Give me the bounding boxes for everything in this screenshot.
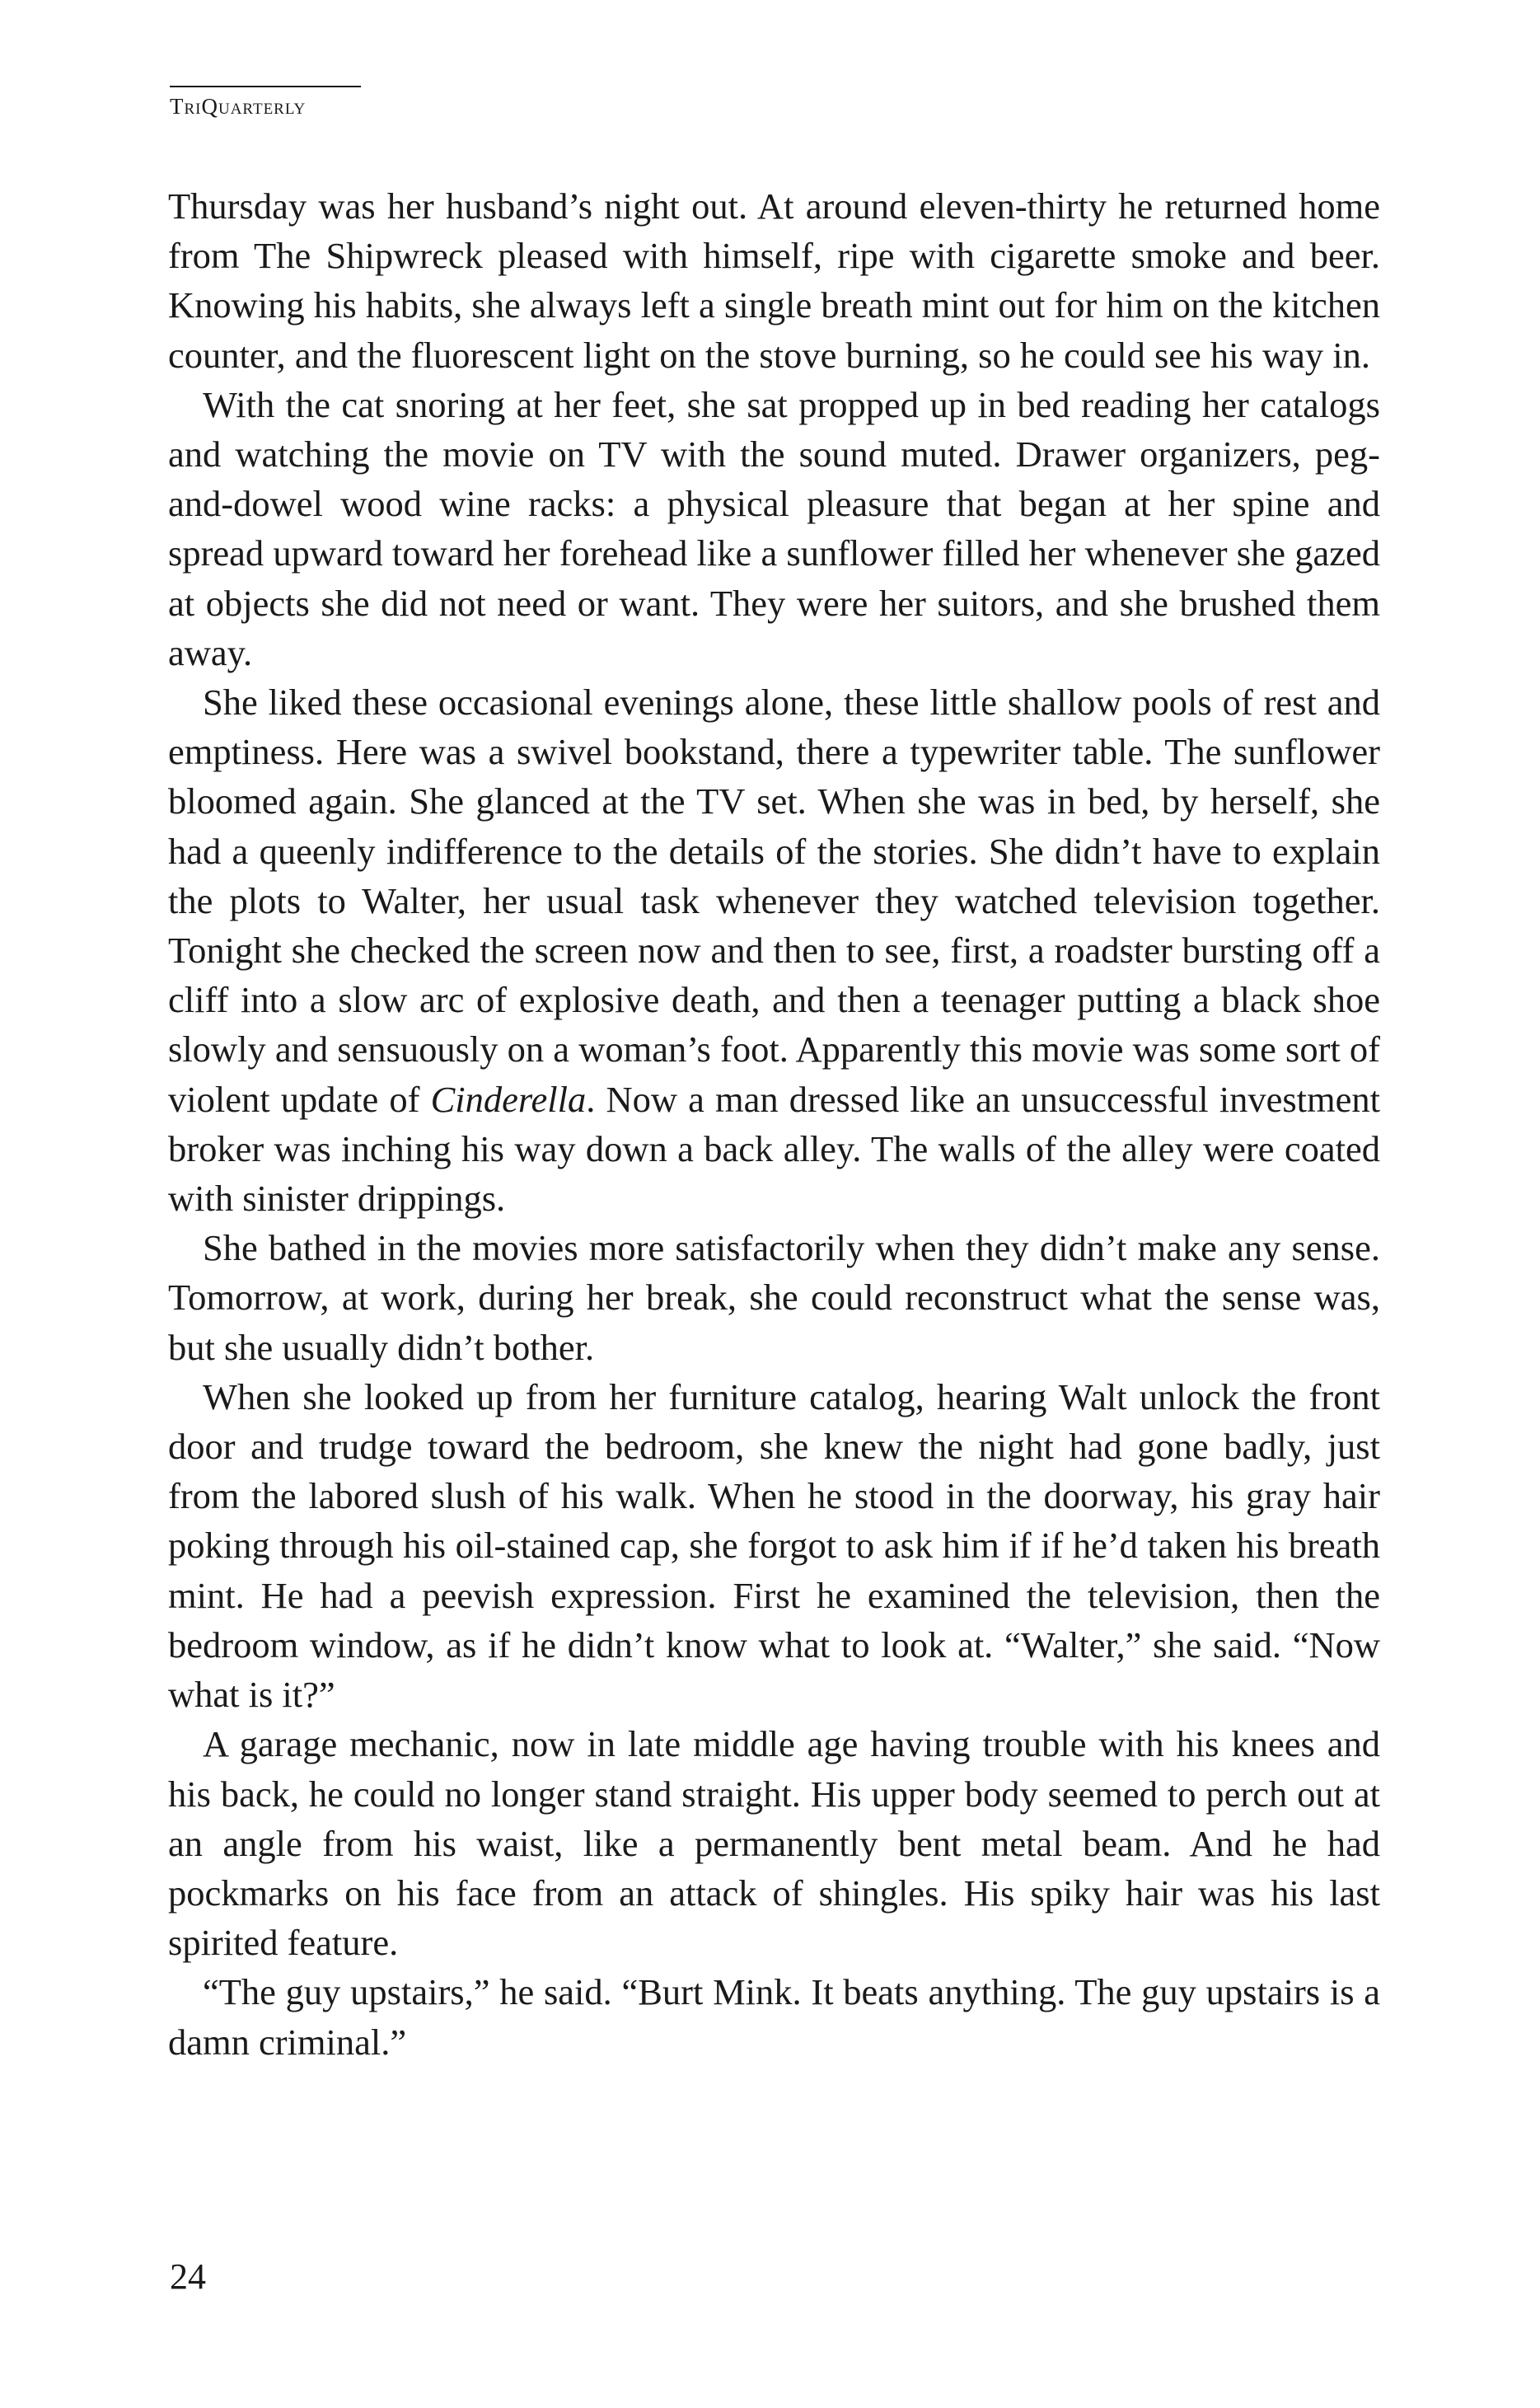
text-run: She bathed in the movies more satisfactorily when they didn’t make any sense. Tomorrow, at work, during her break, she could reconstruct what the sense was, but she usually didn’t bother. [168, 1227, 1380, 1368]
paragraph [168, 1223, 1380, 1372]
text-run: She liked these occasional evenings alone, these little shallow pools of rest and emptiness. Here was a swivel bookstand, there a typewriter table. The sunflower bloomed again. She glanced at the TV set. When she was in bed, by herself, she had a queenly indifference to the details of the stories. She didn’t have to explain the plots to Walter, her usual task whenever they watched television together. Tonight she checked the screen now and then to see, first, a roadster bursting off a cliff into a slow arc of explosive death, and then a teenager putting a black shoe slowly and sensuously on a woman’s foot. Apparently this movie was some sort of violent update of [168, 682, 1380, 1120]
page-number: 24 [170, 2256, 206, 2297]
text-run: A garage mechanic, now in late middle age having trouble with his knees and his back, he could no longer stand straight. His upper body seemed to perch out at an angle from his waist, like a permanently bent metal beam. And he had pockmarks on his face from an attack of shingles. His spiky hair was his last spirited feature. [168, 1723, 1380, 1964]
paragraph [168, 1372, 1380, 1719]
text-run: . Now a man dressed like an unsuccessful investment broker was inching his way down a back alley. The walls of the alley were coated with sinister drippings. [168, 1078, 1380, 1220]
paragraph [168, 677, 1380, 1223]
body-text [168, 181, 1380, 2067]
text-run: “The guy upstairs,” he said. “Burt Mink. It beats anything. The guy upstairs is a damn criminal.” [168, 1971, 1380, 2063]
running-head-rule [170, 86, 361, 87]
paragraph [168, 380, 1380, 677]
text-run: When she looked up from her furniture catalog, hearing Walt unlock the front door and trudge toward the bedroom, she knew the night had gone badly, just from the labored slush of his walk. When he stood in the doorway, his gray hair poking through his oil-stained cap, she forgot to ask him if if he’d taken his breath mint. He had a peevish expression. First he examined the television, then the bedroom window, as if he didn’t know what to look at. “Walter,” she said. “Now what is it?” [168, 1375, 1380, 1716]
running-head: TriQuarterly [170, 94, 307, 119]
paragraph [168, 1719, 1380, 1967]
paragraph [168, 1967, 1380, 2066]
italic-title: Cinderella [430, 1078, 587, 1120]
paragraph [168, 181, 1380, 380]
text-run: Thursday was her husband’s night out. At around eleven-thirty he returned home from The Shipwreck pleased with himself, ripe with cigarette smoke and beer. Knowing his habits, she always left a single breath mint out for him on the kitchen counter, and the fluorescent light on the stove burning, so he could see his way in. [168, 185, 1380, 376]
text-run: With the cat snoring at her feet, she sat propped up in bed reading her catalogs and watching the movie on TV with the sound muted. Drawer organizers, peg-and-dowel wood wine racks: a physical pleasure that began at her spine and spread upward toward her forehead like a sunflower filled her whenever she gazed at objects she did not need or want. They were her suitors, and she brushed them away. [168, 383, 1380, 673]
